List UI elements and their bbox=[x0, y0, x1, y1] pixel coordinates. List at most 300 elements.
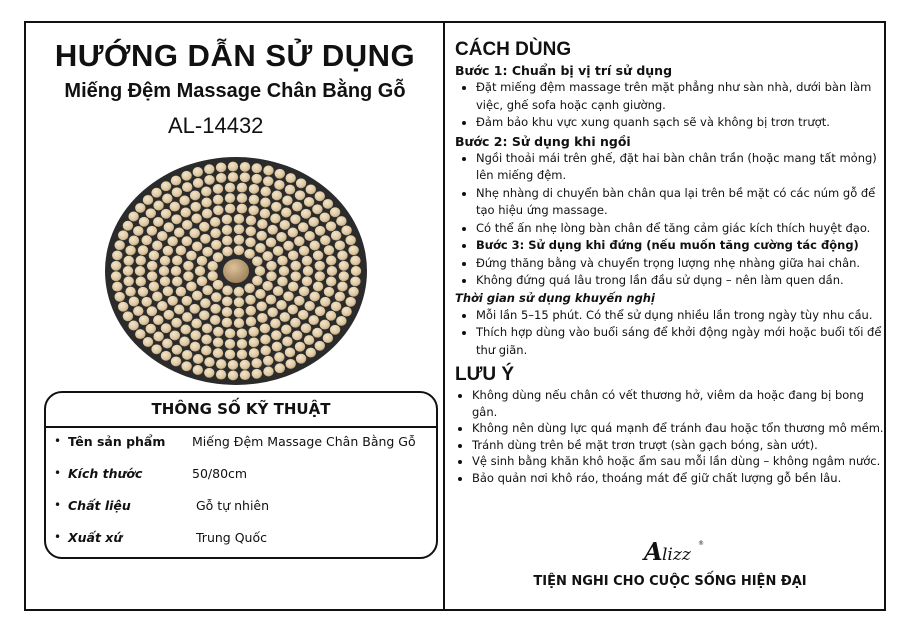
wood-bead bbox=[153, 315, 163, 325]
step3-title: • Bước 3: Sử dụng khi đứng (nếu muốn tăng cường tác động) bbox=[476, 237, 885, 255]
wood-bead bbox=[234, 214, 244, 224]
wood-bead bbox=[123, 311, 133, 321]
wood-bead bbox=[249, 205, 259, 215]
wooden-massage-mat-image bbox=[104, 155, 368, 387]
wood-bead bbox=[252, 358, 262, 368]
wood-bead bbox=[348, 245, 358, 255]
wood-bead bbox=[290, 318, 300, 328]
bullet: • bbox=[54, 498, 62, 512]
wood-bead bbox=[213, 252, 223, 262]
wood-bead bbox=[111, 271, 121, 281]
wood-bead bbox=[257, 219, 267, 229]
wood-bead bbox=[270, 214, 280, 224]
wood-bead bbox=[216, 359, 226, 369]
wood-bead bbox=[211, 292, 221, 302]
wood-bead bbox=[305, 301, 315, 311]
wood-bead bbox=[190, 228, 200, 238]
wood-bead bbox=[237, 193, 247, 203]
wood-bead bbox=[147, 226, 157, 236]
wood-bead bbox=[181, 361, 191, 371]
wood-bead bbox=[193, 178, 203, 188]
wood-bead bbox=[139, 315, 149, 325]
wood-bead bbox=[252, 369, 262, 379]
spec-value: Miếng Đệm Massage Chân Bằng Gỗ bbox=[192, 434, 416, 449]
wood-bead bbox=[208, 261, 218, 271]
wood-bead bbox=[133, 226, 143, 236]
wood-bead bbox=[213, 327, 223, 337]
wood-bead bbox=[306, 348, 316, 358]
wood-bead bbox=[280, 220, 290, 230]
wood-bead bbox=[149, 282, 159, 292]
wood-bead bbox=[240, 360, 250, 370]
wood-bead bbox=[170, 330, 180, 340]
wood-bead bbox=[313, 282, 323, 292]
wood-bead bbox=[257, 313, 267, 323]
wood-bead bbox=[222, 307, 232, 317]
wood-bead bbox=[228, 172, 238, 182]
wood-bead bbox=[124, 256, 134, 266]
wood-bead bbox=[263, 176, 273, 186]
wood-bead bbox=[341, 307, 351, 317]
wood-bead bbox=[181, 171, 191, 181]
wood-bead bbox=[225, 328, 235, 338]
wood-bead bbox=[273, 286, 283, 296]
wood-bead bbox=[201, 187, 211, 197]
wood-bead bbox=[162, 339, 172, 349]
wood-bead bbox=[292, 202, 302, 212]
wood-bead bbox=[246, 306, 256, 316]
wood-bead bbox=[257, 231, 267, 241]
spec-key: Xuất xứ bbox=[68, 530, 123, 545]
wood-bead bbox=[281, 208, 291, 218]
wood-bead bbox=[142, 235, 152, 245]
wood-bead bbox=[174, 305, 184, 315]
wood-bead bbox=[326, 277, 336, 287]
wood-bead bbox=[152, 241, 162, 251]
wood-bead bbox=[182, 296, 192, 306]
wood-bead bbox=[310, 292, 320, 302]
wood-bead bbox=[161, 209, 171, 219]
wood-bead bbox=[162, 194, 172, 204]
svg-text:®: ® bbox=[698, 540, 704, 547]
wood-bead bbox=[288, 250, 298, 260]
wood-bead bbox=[135, 203, 145, 213]
wood-bead bbox=[228, 370, 238, 380]
wood-bead bbox=[274, 180, 284, 190]
center-bead bbox=[223, 259, 249, 283]
wood-bead bbox=[288, 305, 298, 315]
product-subtitle: Miếng Đệm Massage Chân Bằng Gỗ bbox=[64, 80, 406, 102]
wood-bead bbox=[246, 317, 256, 327]
wood-bead bbox=[249, 337, 259, 347]
wood-bead bbox=[213, 348, 223, 358]
wood-bead bbox=[213, 195, 223, 205]
time-title: Thời gian sử dụng khuyến nghị bbox=[455, 290, 655, 305]
brand-slogan: TIỆN NGHI CHO CUỘC SỐNG HIỆN ĐẠI bbox=[533, 574, 807, 589]
wood-bead bbox=[260, 335, 270, 345]
list-item: • Không nên dùng lực quá mạnh để tránh đau hoặc tổn thương mô mềm. bbox=[472, 420, 885, 437]
wood-bead bbox=[147, 306, 157, 316]
wood-bead bbox=[160, 256, 170, 266]
wood-bead bbox=[216, 173, 226, 183]
wood-bead bbox=[303, 266, 313, 276]
wood-bead bbox=[276, 232, 286, 242]
wood-bead bbox=[146, 208, 156, 218]
wood-bead bbox=[234, 297, 244, 307]
wood-bead bbox=[326, 311, 336, 321]
wood-bead bbox=[228, 162, 238, 172]
wood-bead bbox=[115, 292, 125, 302]
wood-bead bbox=[228, 360, 238, 370]
wood-bead bbox=[161, 351, 171, 361]
spec-key: Tên sản phẩm bbox=[68, 434, 166, 449]
wood-bead bbox=[211, 240, 221, 250]
wood-bead bbox=[296, 178, 306, 188]
wood-bead bbox=[249, 184, 259, 194]
wood-bead bbox=[153, 332, 163, 342]
wood-bead bbox=[296, 354, 306, 364]
list-item: • Tránh dùng trên bề mặt trơn trượt (sàn gạch bóng, sàn ướt). bbox=[472, 437, 885, 454]
spec-title: THÔNG SỐ KỸ THUẬT bbox=[46, 393, 436, 428]
wood-bead bbox=[286, 173, 296, 183]
wood-bead bbox=[172, 345, 182, 355]
wood-bead bbox=[245, 237, 255, 247]
wood-bead bbox=[304, 335, 314, 345]
wood-bead bbox=[234, 287, 244, 297]
wood-bead bbox=[315, 261, 325, 271]
wood-bead bbox=[213, 280, 223, 290]
wood-bead bbox=[326, 256, 336, 266]
step2-title: Bước 2: Sử dụng khi ngồi bbox=[455, 133, 631, 149]
wood-bead bbox=[172, 256, 182, 266]
wood-bead bbox=[225, 339, 235, 349]
wood-bead bbox=[199, 222, 209, 232]
bullet: • bbox=[54, 466, 62, 480]
wood-bead bbox=[263, 367, 273, 377]
wood-bead bbox=[339, 271, 349, 281]
wood-bead bbox=[136, 256, 146, 266]
wood-bead bbox=[201, 346, 211, 356]
list-item: • Thích hợp dùng vào buổi sáng để khởi động ngày mới hoặc buổi tối để thư giãn. bbox=[476, 324, 885, 359]
wood-bead bbox=[190, 190, 200, 200]
list-item: • Nhẹ nhàng di chuyển bàn chân qua lại trên bề mặt có các núm gỗ để tạo hiệu ứng massage. bbox=[476, 185, 885, 220]
spec-value: Gỗ tự nhiên bbox=[196, 498, 270, 513]
wood-bead bbox=[182, 236, 192, 246]
wood-bead bbox=[183, 261, 193, 271]
wood-bead bbox=[237, 183, 247, 193]
wood-bead bbox=[330, 325, 340, 335]
wood-bead bbox=[249, 327, 259, 337]
wood-bead bbox=[200, 298, 210, 308]
list-item: • Có thể ấn nhẹ lòng bàn chân để tăng cảm giác kích thích huyệt đạo. bbox=[476, 220, 885, 238]
bullet: • bbox=[54, 530, 62, 544]
wood-bead bbox=[341, 225, 351, 235]
wood-bead bbox=[312, 204, 322, 214]
wood-bead bbox=[255, 266, 265, 276]
wood-bead bbox=[159, 266, 169, 276]
wood-bead bbox=[331, 231, 341, 241]
wood-bead bbox=[299, 246, 309, 256]
wood-bead bbox=[202, 323, 212, 333]
wood-bead bbox=[163, 246, 173, 256]
wood-bead bbox=[306, 184, 316, 194]
spec-row-material bbox=[46, 498, 436, 518]
wood-bead bbox=[331, 301, 341, 311]
wood-bead bbox=[197, 256, 207, 266]
wood-bead bbox=[164, 222, 174, 232]
wood-bead bbox=[301, 323, 311, 333]
wood-bead bbox=[125, 245, 135, 255]
wood-bead bbox=[202, 247, 212, 257]
wood-bead bbox=[168, 236, 178, 246]
brand-logo bbox=[640, 534, 712, 568]
wood-bead bbox=[302, 256, 312, 266]
wood-bead bbox=[213, 205, 223, 215]
wood-bead bbox=[335, 292, 345, 302]
wood-bead bbox=[170, 202, 180, 212]
wood-bead bbox=[186, 281, 196, 291]
wood-bead bbox=[237, 339, 247, 349]
wood-bead bbox=[151, 344, 161, 354]
wood-bead bbox=[147, 261, 157, 271]
wood-bead bbox=[240, 172, 250, 182]
list-item: • Bảo quản nơi khô ráo, thoáng mát để giữ chất lượng gỗ bền lâu. bbox=[472, 470, 885, 487]
wood-bead bbox=[143, 195, 153, 205]
wood-bead bbox=[261, 187, 271, 197]
wood-bead bbox=[292, 330, 302, 340]
wood-bead bbox=[271, 330, 281, 340]
wood-bead bbox=[112, 250, 122, 260]
wood-bead bbox=[263, 166, 273, 176]
wood-bead bbox=[164, 310, 174, 320]
wood-bead bbox=[240, 162, 250, 172]
wood-bead bbox=[234, 318, 244, 328]
wood-bead bbox=[336, 216, 346, 226]
spec-table bbox=[44, 391, 438, 559]
spec-value: 50/80cm bbox=[192, 466, 248, 481]
wood-bead bbox=[234, 308, 244, 318]
wood-bead bbox=[210, 228, 220, 238]
wood-bead bbox=[294, 236, 304, 246]
wood-bead bbox=[275, 363, 285, 373]
wood-bead bbox=[324, 245, 334, 255]
usage-heading: CÁCH DÙNG bbox=[455, 39, 572, 60]
wood-bead bbox=[234, 235, 244, 245]
wood-bead bbox=[171, 214, 181, 224]
wood-bead bbox=[135, 329, 145, 339]
wood-bead bbox=[270, 319, 280, 329]
wood-bead bbox=[279, 266, 289, 276]
wood-bead bbox=[309, 315, 319, 325]
wood-bead bbox=[210, 217, 220, 227]
wood-bead bbox=[320, 235, 330, 245]
wood-bead bbox=[171, 356, 181, 366]
wood-bead bbox=[157, 301, 167, 311]
wood-bead bbox=[234, 224, 244, 234]
wood-bead bbox=[281, 325, 291, 335]
wood-bead bbox=[309, 217, 319, 227]
wood-bead bbox=[193, 365, 203, 375]
wood-bead bbox=[136, 277, 146, 287]
wood-bead bbox=[153, 201, 163, 211]
wood-bead bbox=[299, 286, 309, 296]
list-item: • Mỗi lần 5–15 phút. Có thể sử dụng nhiều lần trong ngày tùy nhu cầu. bbox=[476, 307, 885, 325]
spec-row-origin bbox=[46, 530, 436, 550]
wood-bead bbox=[263, 281, 273, 291]
wood-bead bbox=[310, 241, 320, 251]
wood-bead bbox=[280, 312, 290, 322]
wood-bead bbox=[346, 297, 356, 307]
wood-bead bbox=[190, 342, 200, 352]
wood-bead bbox=[225, 204, 235, 214]
wood-bead bbox=[183, 271, 193, 281]
wood-bead bbox=[204, 368, 214, 378]
wood-bead bbox=[142, 297, 152, 307]
wood-bead bbox=[123, 221, 133, 231]
wood-bead bbox=[288, 282, 298, 292]
wood-bead bbox=[192, 291, 202, 301]
wood-bead bbox=[272, 342, 282, 352]
wood-bead bbox=[330, 207, 340, 217]
wood-bead bbox=[286, 359, 296, 369]
wood-bead bbox=[323, 333, 333, 343]
wood-bead bbox=[348, 287, 358, 297]
wood-bead bbox=[138, 287, 148, 297]
wood-bead bbox=[291, 271, 301, 281]
wood-bead bbox=[182, 312, 192, 322]
wood-bead bbox=[274, 352, 284, 362]
wood-bead bbox=[124, 276, 134, 286]
wood-bead bbox=[263, 251, 273, 261]
wood-bead bbox=[225, 349, 235, 359]
wood-bead bbox=[191, 214, 201, 224]
wood-bead bbox=[260, 209, 270, 219]
wood-bead bbox=[312, 328, 322, 338]
wood-bead bbox=[174, 228, 184, 238]
wood-bead bbox=[225, 183, 235, 193]
wood-bead bbox=[327, 266, 337, 276]
wood-bead bbox=[252, 256, 262, 266]
wood-bead bbox=[193, 354, 203, 364]
wood-bead bbox=[191, 202, 201, 212]
wood-bead bbox=[179, 337, 189, 347]
wood-bead bbox=[255, 243, 265, 253]
wood-bead bbox=[193, 167, 203, 177]
wood-bead bbox=[315, 191, 325, 201]
wood-bead bbox=[288, 228, 298, 238]
wood-bead bbox=[285, 185, 295, 195]
wood-bead bbox=[160, 276, 170, 286]
spec-value: Trung Quốc bbox=[196, 530, 267, 545]
wood-bead bbox=[283, 291, 293, 301]
wood-bead bbox=[282, 337, 292, 347]
wood-bead bbox=[147, 271, 157, 281]
wood-bead bbox=[210, 315, 220, 325]
notes-heading: LƯU Ý bbox=[455, 364, 515, 385]
wood-bead bbox=[222, 318, 232, 328]
wood-bead bbox=[213, 337, 223, 347]
wood-bead bbox=[222, 286, 232, 296]
wood-bead bbox=[163, 286, 173, 296]
wood-bead bbox=[171, 266, 181, 276]
wood-bead bbox=[305, 231, 315, 241]
wood-bead bbox=[244, 249, 254, 259]
wood-bead bbox=[204, 164, 214, 174]
wood-bead bbox=[272, 190, 282, 200]
wood-bead bbox=[153, 217, 163, 227]
list-item: • Không dùng nếu chân có vết thương hở, viêm da hoặc đang bị bong gân. bbox=[472, 387, 885, 420]
wood-bead bbox=[266, 295, 276, 305]
wood-bead bbox=[143, 337, 153, 347]
list-item: • Đặt miếng đệm massage trên mặt phẳng như sàn nhà, dưới bàn làm việc, ghế sofa hoặc cạnh giường. bbox=[476, 79, 885, 114]
wood-bead bbox=[182, 220, 192, 230]
wood-bead bbox=[266, 261, 276, 271]
wood-bead bbox=[294, 296, 304, 306]
wood-bead bbox=[237, 349, 247, 359]
spec-row-size bbox=[46, 466, 436, 486]
wood-bead bbox=[222, 296, 232, 306]
wood-bead bbox=[129, 236, 139, 246]
wood-bead bbox=[315, 341, 325, 351]
wood-bead bbox=[246, 216, 256, 226]
wood-bead bbox=[182, 182, 192, 192]
wood-bead bbox=[179, 196, 189, 206]
wood-bead bbox=[337, 251, 347, 261]
wood-bead bbox=[249, 195, 259, 205]
wood-bead bbox=[128, 321, 138, 331]
product-code: AL-14432 bbox=[168, 113, 264, 138]
wood-bead bbox=[210, 304, 220, 314]
wood-bead bbox=[324, 287, 334, 297]
wood-bead bbox=[285, 347, 295, 357]
wood-bead bbox=[315, 271, 325, 281]
wood-bead bbox=[326, 221, 336, 231]
wood-bead bbox=[263, 356, 273, 366]
wood-bead bbox=[161, 323, 171, 333]
wood-bead bbox=[298, 310, 308, 320]
wood-bead bbox=[295, 190, 305, 200]
list-item: • Ngồi thoải mái trên ghế, đặt hai bàn chân trần (hoặc mang tất mỏng) lên miếng đệm. bbox=[476, 150, 885, 185]
list-item: • Không đứng quá lâu trong lần đầu sử dụng – nên làm quen dần. bbox=[476, 272, 885, 290]
column-divider bbox=[443, 21, 445, 611]
wood-bead bbox=[282, 196, 292, 206]
wood-bead bbox=[252, 174, 262, 184]
wood-bead bbox=[320, 320, 330, 330]
wood-bead bbox=[204, 175, 214, 185]
spec-key: Chất liệu bbox=[68, 498, 131, 513]
wood-bead bbox=[171, 176, 181, 186]
wood-bead bbox=[201, 198, 211, 208]
instructions-column bbox=[455, 38, 885, 486]
wood-bead bbox=[320, 212, 330, 222]
wood-bead bbox=[271, 202, 281, 212]
wood-bead bbox=[304, 197, 314, 207]
wood-bead bbox=[111, 261, 121, 271]
wood-bead bbox=[240, 370, 250, 380]
wood-bead bbox=[161, 181, 171, 191]
wood-bead bbox=[268, 307, 278, 317]
wood-bead bbox=[195, 266, 205, 276]
wood-bead bbox=[133, 306, 143, 316]
wood-bead bbox=[190, 304, 200, 314]
wood-bead bbox=[202, 285, 212, 295]
wood-bead bbox=[290, 214, 300, 224]
spec-key: Kích thước bbox=[68, 466, 143, 481]
svg-text:A: A bbox=[644, 537, 663, 566]
wood-bead bbox=[157, 231, 167, 241]
wood-bead bbox=[222, 225, 232, 235]
wood-bead bbox=[152, 292, 162, 302]
